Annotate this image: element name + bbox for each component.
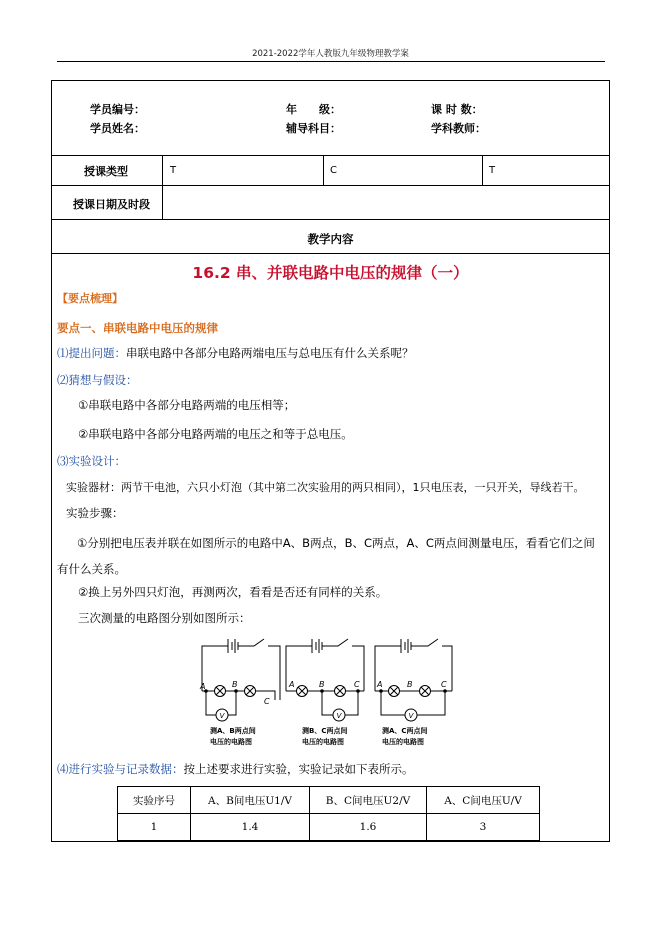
table-header: B、C间电压U2/V (310, 787, 427, 814)
q1-prefix: ⑴提出问题： (57, 346, 126, 360)
divider (51, 185, 610, 186)
lesson-type-value: T (170, 165, 177, 176)
tutor-subject-label: 辅导科目： (286, 122, 341, 135)
header-divider (57, 61, 605, 62)
summary-heading: 【要点梳理】 (57, 292, 123, 305)
lamp-icon (245, 686, 256, 697)
meter-symbol: V (336, 712, 342, 720)
teacher-label: 学科教师： (431, 122, 486, 135)
lesson-type-value: T (489, 165, 496, 176)
meter-symbol: V (219, 712, 225, 720)
figure-caption: 测A、B两点间 (210, 727, 256, 735)
circuit-bc (286, 639, 364, 715)
lamp-icon (297, 686, 308, 697)
node-dot (356, 689, 360, 693)
point1-heading: 要点一、串联电路中电压的规律 (57, 321, 218, 335)
page-title: 16.2 串、并联电路中电压的规律（一） (192, 264, 469, 282)
table-header: A、C间电压U/V (427, 787, 540, 814)
divider (51, 155, 610, 156)
node-dot (379, 689, 383, 693)
circuit-ac (375, 639, 452, 715)
lamp-icon (335, 686, 346, 697)
q2-prefix: ⑵猜想与假设： (57, 373, 138, 387)
q4-line (57, 761, 414, 777)
grade-label: 年 级： (286, 103, 341, 116)
content-heading: 教学内容 (307, 232, 354, 246)
q1-text: 串联电路中各部分电路两端电压与总电压有什么关系呢？ (126, 346, 414, 360)
figure-caption: 电压的电路图 (382, 738, 424, 746)
table-header: A、B间电压U1/V (191, 787, 310, 814)
figure-caption: 电压的电路图 (302, 738, 344, 746)
step2-text: ②换上另外四只灯泡，再测两次，看看是否还有同样的关系。 (78, 585, 388, 599)
node-label: C (441, 680, 447, 689)
node-label: C (354, 680, 360, 689)
lamp-icon (389, 686, 400, 697)
table-row (118, 814, 540, 841)
student-name-label: 学员姓名： (90, 122, 145, 135)
divider (162, 155, 163, 219)
node-label: A (289, 680, 295, 689)
lesson-type-value: C (330, 165, 337, 176)
hours-label: 课 时 数： (431, 103, 483, 116)
divider (482, 155, 483, 185)
node-dot (234, 689, 238, 693)
table-cell: 1.6 (310, 814, 427, 841)
node-dot (320, 689, 324, 693)
node-label: B (319, 680, 325, 689)
q1-line (57, 345, 414, 361)
node-label: B (232, 680, 238, 689)
q4-prefix: ⑷进行实验与记录数据： (57, 762, 184, 776)
figure-intro: 三次测量的电路图分别如图所示： (78, 611, 251, 625)
node-label: C (264, 697, 270, 706)
table-cell: 1.4 (191, 814, 310, 841)
steps-label: 实验步骤： (66, 506, 124, 520)
circuit-diagrams (198, 634, 458, 750)
q3-prefix: ⑶实验设计： (57, 454, 126, 468)
table-header-row (118, 787, 540, 814)
divider (323, 155, 324, 185)
divider (51, 219, 610, 220)
node-dot (443, 689, 447, 693)
node-label: B (407, 680, 413, 689)
lamp-icon (215, 686, 226, 697)
figure-caption: 测B、C两点间 (302, 727, 348, 735)
q2-item: ①串联电路中各部分电路两端的电压相等； (78, 398, 296, 412)
lesson-type-label: 授课类型 (84, 165, 128, 178)
meter-symbol: V (408, 712, 414, 720)
data-table (117, 786, 540, 841)
table-header: 实验序号 (118, 787, 191, 814)
figure-caption: 电压的电路图 (210, 738, 252, 746)
header-title: 2021-2022学年人教版九年级物理教学案 (252, 49, 409, 59)
table-cell: 1 (118, 814, 191, 841)
figure-caption: 测A、C两点间 (382, 727, 428, 735)
table-cell: 3 (427, 814, 540, 841)
student-id-label: 学员编号： (90, 103, 145, 116)
lamp-icon (420, 686, 431, 697)
q4-text: 按上述要求进行实验，实验记录如下表所示。 (183, 762, 414, 776)
node-label: A (377, 680, 383, 689)
node-label: A (200, 682, 206, 691)
equipment-text: 实验器材：两节干电池，六只小灯泡（其中第二次实验用的两只相同），1只电压表，一只开关，导线若干。 (66, 481, 585, 494)
step1-text: ①分别把电压表并联在如图所示的电路中A、B两点，B、C两点，A、C两点间测量电压，看看它们之间有什么关系。 (57, 536, 595, 576)
lesson-date-label: 授课日期及时段 (73, 198, 150, 211)
divider (51, 253, 610, 254)
q2-item: ②串联电路中各部分电路两端的电压之和等于总电压。 (78, 427, 353, 441)
